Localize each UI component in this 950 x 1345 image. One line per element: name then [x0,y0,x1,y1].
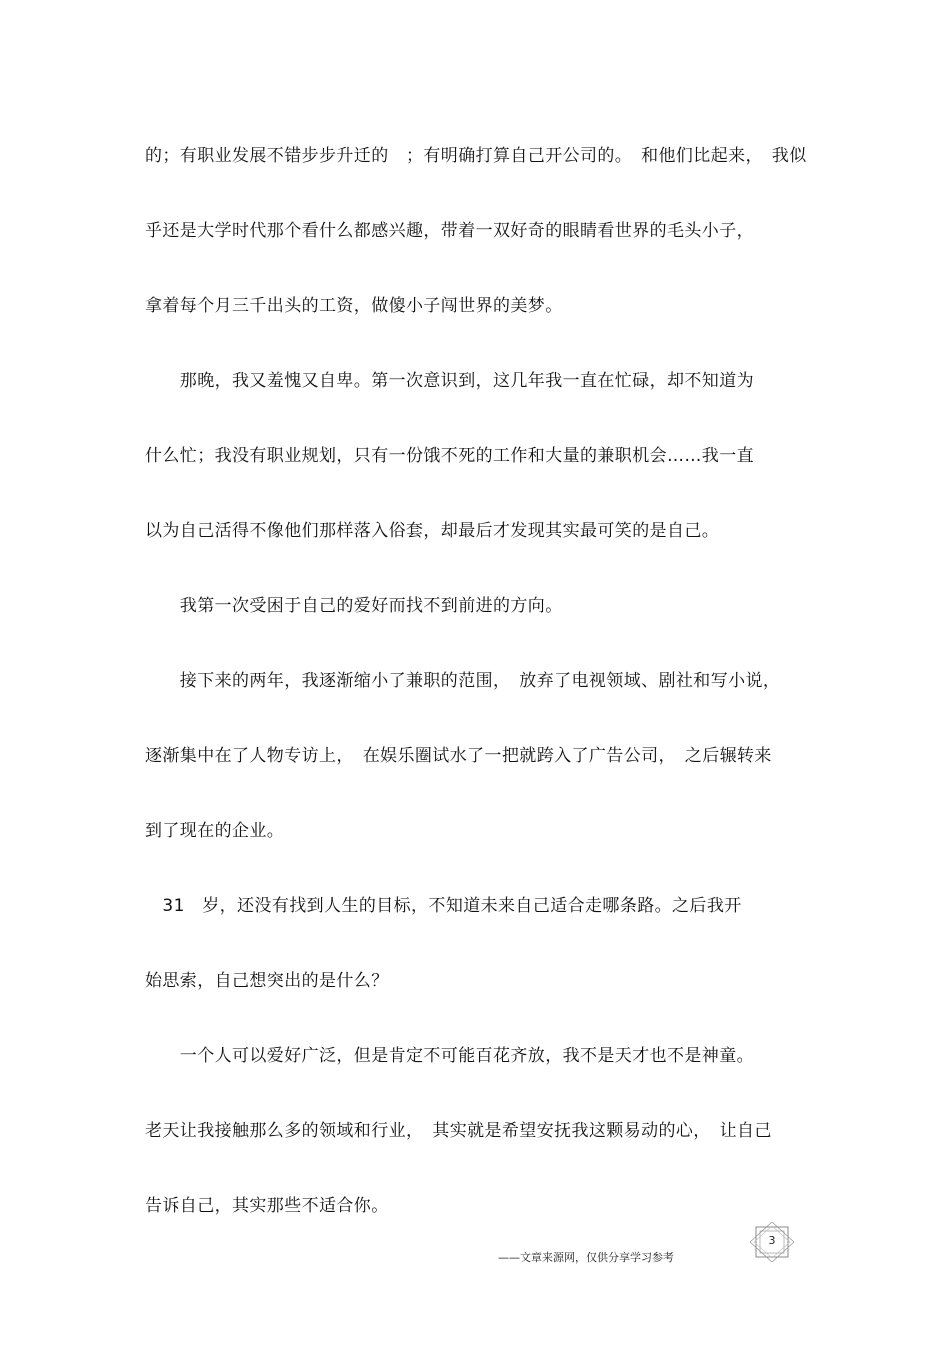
paragraph-line: 始思索，自己想突出的是什么？ [145,971,389,991]
paragraph-line: 以为自己活得不像他们那样落入俗套，却最后才发现其实最可笑的是自己。 [145,521,720,541]
paragraph-line: 乎还是大学时代那个看什么都感兴趣，带着一双好奇的眼睛看世界的毛头小子， [145,221,754,241]
source-note: ——文章来源网，仅供分享学习参考 [498,1251,674,1264]
paragraph-line: 31 岁，还没有找到人生的目标，不知道未来自己适合走哪条路。之后我开 [145,896,742,916]
paragraph-line: 的；有职业发展不错步步升迁的 ；有明确打算自己开公司的。 和他们比起来， 我似 [145,146,807,166]
paragraph-line: 老天让我接触那么多的领域和行业， 其实就是希望安抚我这颗易动的心， 让自己 [145,1121,772,1141]
paragraph-line: 到了现在的企业。 [145,821,285,841]
paragraph-line: 逐渐集中在了人物专访上， 在娱乐圈试水了一把就跨入了广告公司， 之后辗转来 [145,746,772,766]
paragraph-line: 接下来的两年，我逐渐缩小了兼职的范围， 放弃了电视领域、剧社和写小说， [145,671,781,691]
paragraph-line: 告诉自己，其实那些不适合你。 [145,1196,389,1216]
paragraph-line: 拿着每个月三千出头的工资，做傻小子闯世界的美梦。 [145,296,563,316]
paragraph-line: 什么忙；我没有职业规划，只有一份饿不死的工作和大量的兼职机会……我一直 [145,446,754,466]
page-number: 3 [768,1234,776,1247]
paragraph-line: 那晚，我又羞愧又自卑。第一次意识到，这几年我一直在忙碌，却不知道为 [145,371,754,391]
paragraph-line: 我第一次受困于自己的爱好而找不到前进的方向。 [145,596,563,616]
paragraph-line: 一个人可以爱好广泛，但是肯定不可能百花齐放，我不是天才也不是神童。 [145,1046,754,1066]
page-number-badge [750,1222,794,1262]
